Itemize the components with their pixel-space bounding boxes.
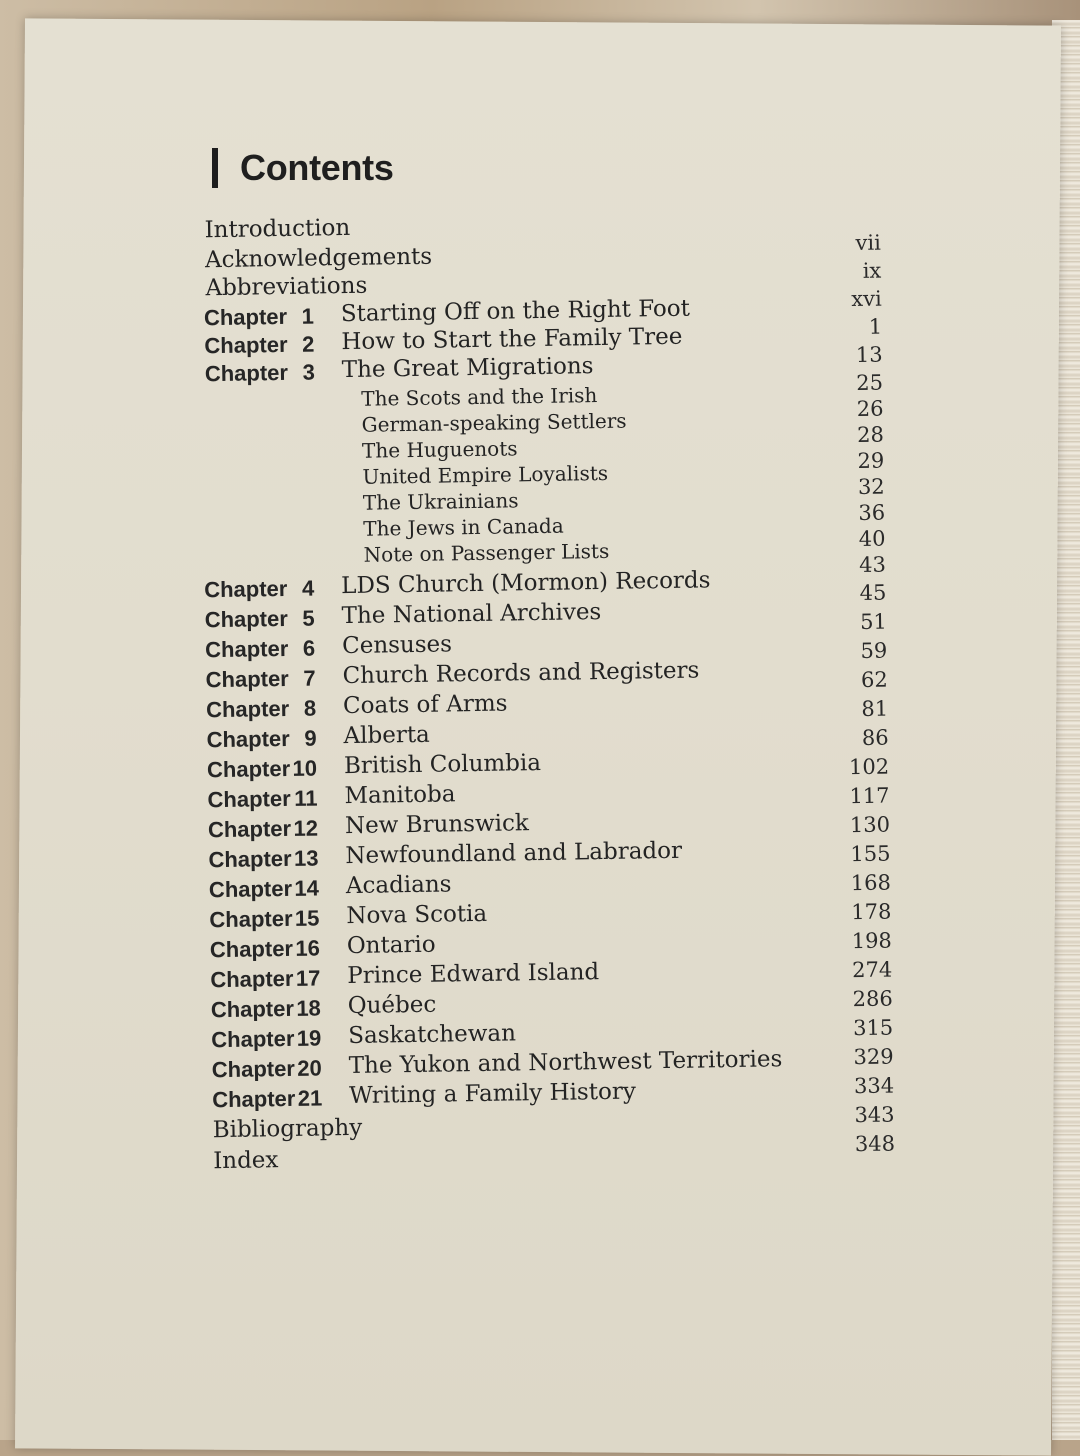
page-number: 32 bbox=[815, 475, 885, 500]
entry-title: Index bbox=[213, 1147, 279, 1174]
chapter-number: 5 bbox=[284, 606, 314, 632]
chapter-number: 13 bbox=[288, 846, 318, 872]
chapter-number: 16 bbox=[290, 935, 320, 961]
chapter-number: 11 bbox=[287, 786, 317, 812]
page-number: 28 bbox=[814, 423, 884, 448]
chapter-label: Chapter bbox=[205, 360, 289, 387]
chapter-title: Newfoundland and Labrador bbox=[345, 838, 682, 869]
chapter-label: Chapter bbox=[210, 966, 294, 993]
chapter-title: Ontario bbox=[347, 932, 436, 959]
chapter-title: Censuses bbox=[342, 631, 452, 659]
chapter-number: 19 bbox=[291, 1025, 321, 1051]
chapter-label: Chapter bbox=[205, 666, 289, 693]
page-number: 43 bbox=[816, 553, 886, 578]
chapter-title: The Yukon and Northwest Territories bbox=[349, 1046, 783, 1079]
chapter-label: Chapter bbox=[206, 696, 290, 723]
page-number: 29 bbox=[814, 449, 884, 474]
page-number: 198 bbox=[822, 929, 892, 954]
page-number: 102 bbox=[819, 755, 889, 780]
subsection-title: The Scots and the Irish bbox=[361, 383, 597, 411]
subsection-title: The Jews in Canada bbox=[363, 514, 564, 541]
entry-title: Abbreviations bbox=[205, 273, 367, 302]
chapter-title: Church Records and Registers bbox=[342, 657, 699, 689]
chapter-number: 14 bbox=[289, 875, 319, 901]
chapter-label: Chapter bbox=[204, 332, 288, 359]
subsection-title: The Ukrainians bbox=[363, 488, 519, 514]
chapter-label: Chapter bbox=[205, 636, 289, 663]
chapter-number: 4 bbox=[284, 576, 314, 602]
chapter-number: 2 bbox=[284, 332, 314, 358]
page-number: 59 bbox=[817, 639, 887, 664]
page-number: 343 bbox=[824, 1102, 894, 1127]
page-number: 1 bbox=[812, 315, 882, 340]
chapter-title: The Great Migrations bbox=[342, 353, 594, 383]
chapter-title: Manitoba bbox=[344, 781, 455, 809]
chapter-label: Chapter bbox=[209, 906, 293, 933]
subsection-title: German-speaking Settlers bbox=[361, 409, 626, 437]
chapter-title: Writing a Family History bbox=[349, 1079, 636, 1109]
chapter-number: 3 bbox=[285, 359, 315, 385]
chapter-number: 1 bbox=[284, 304, 314, 330]
chapter-title: Acadians bbox=[346, 871, 452, 899]
page-number: 62 bbox=[818, 668, 888, 693]
page-number: vii bbox=[811, 231, 881, 256]
page-number: 45 bbox=[816, 581, 886, 606]
chapter-number: 21 bbox=[292, 1085, 322, 1111]
page-number: 155 bbox=[820, 842, 890, 867]
chapter-label: Chapter bbox=[207, 786, 291, 813]
chapter-label: Chapter bbox=[204, 304, 288, 331]
chapter-title: Prince Edward Island bbox=[347, 959, 599, 989]
chapter-label: Chapter bbox=[210, 936, 294, 963]
page-number: 286 bbox=[823, 986, 893, 1011]
page-number: 274 bbox=[822, 958, 892, 983]
chapter-title: British Columbia bbox=[344, 750, 541, 779]
chapter-number: 12 bbox=[288, 816, 318, 842]
page-number: 81 bbox=[818, 697, 888, 722]
page-number: 178 bbox=[821, 900, 891, 925]
subsection-title: United Empire Loyalists bbox=[362, 461, 608, 489]
chapter-title: Coats of Arms bbox=[343, 691, 508, 720]
chapter-title: Québec bbox=[348, 992, 437, 1019]
page-number: 25 bbox=[813, 371, 883, 396]
chapter-title: How to Start the Family Tree bbox=[341, 324, 682, 355]
entry-title: Bibliography bbox=[213, 1115, 363, 1143]
chapter-label: Chapter bbox=[204, 576, 288, 603]
subsection-title: Note on Passenger Lists bbox=[364, 539, 610, 567]
page-number: 86 bbox=[818, 726, 888, 751]
chapter-label: Chapter bbox=[212, 1086, 296, 1113]
chapter-number: 9 bbox=[286, 726, 316, 752]
chapter-label: Chapter bbox=[207, 756, 291, 783]
page-number: 348 bbox=[825, 1131, 895, 1156]
subsection-title: The Huguenots bbox=[362, 436, 518, 462]
page-title: Contents bbox=[240, 147, 394, 189]
chapter-title: Alberta bbox=[343, 722, 430, 749]
page-number: 117 bbox=[819, 784, 889, 809]
page-number: 334 bbox=[824, 1073, 894, 1098]
page-number: 315 bbox=[823, 1015, 893, 1040]
chapter-label: Chapter bbox=[211, 996, 295, 1023]
chapter-label: Chapter bbox=[208, 846, 292, 873]
page-number: 51 bbox=[817, 610, 887, 635]
page-number: 168 bbox=[821, 871, 891, 896]
entry-title: Introduction bbox=[204, 215, 350, 243]
chapter-title: LDS Church (Mormon) Records bbox=[341, 567, 711, 599]
page-number: 130 bbox=[820, 813, 890, 838]
page-number: xvi bbox=[812, 287, 882, 312]
chapter-title: The National Archives bbox=[341, 599, 601, 629]
chapter-number: 20 bbox=[292, 1055, 322, 1081]
chapter-title: New Brunswick bbox=[345, 810, 529, 839]
chapter-number: 6 bbox=[285, 636, 315, 662]
chapter-title: Saskatchewan bbox=[348, 1020, 516, 1049]
chapter-label: Chapter bbox=[205, 606, 289, 633]
chapter-title: Nova Scotia bbox=[346, 901, 487, 929]
chapter-number: 10 bbox=[287, 756, 317, 782]
chapter-number: 15 bbox=[289, 905, 319, 931]
page-number: ix bbox=[811, 259, 881, 284]
entry-title: Acknowledgements bbox=[205, 244, 432, 274]
chapter-number: 18 bbox=[291, 995, 321, 1021]
chapter-label: Chapter bbox=[206, 726, 290, 753]
chapter-label: Chapter bbox=[212, 1056, 296, 1083]
chapter-number: 7 bbox=[285, 666, 315, 692]
chapter-number: 17 bbox=[290, 965, 320, 991]
chapter-label: Chapter bbox=[211, 1026, 295, 1053]
chapter-number: 8 bbox=[286, 696, 316, 722]
page-number: 36 bbox=[815, 501, 885, 526]
chapter-title: Starting Off on the Right Foot bbox=[341, 296, 690, 327]
page-number: 26 bbox=[813, 397, 883, 422]
chapter-label: Chapter bbox=[209, 876, 293, 903]
page-number: 329 bbox=[823, 1044, 893, 1069]
page-number: 40 bbox=[815, 527, 885, 552]
page-number: 13 bbox=[812, 343, 882, 368]
chapter-label: Chapter bbox=[208, 816, 292, 843]
